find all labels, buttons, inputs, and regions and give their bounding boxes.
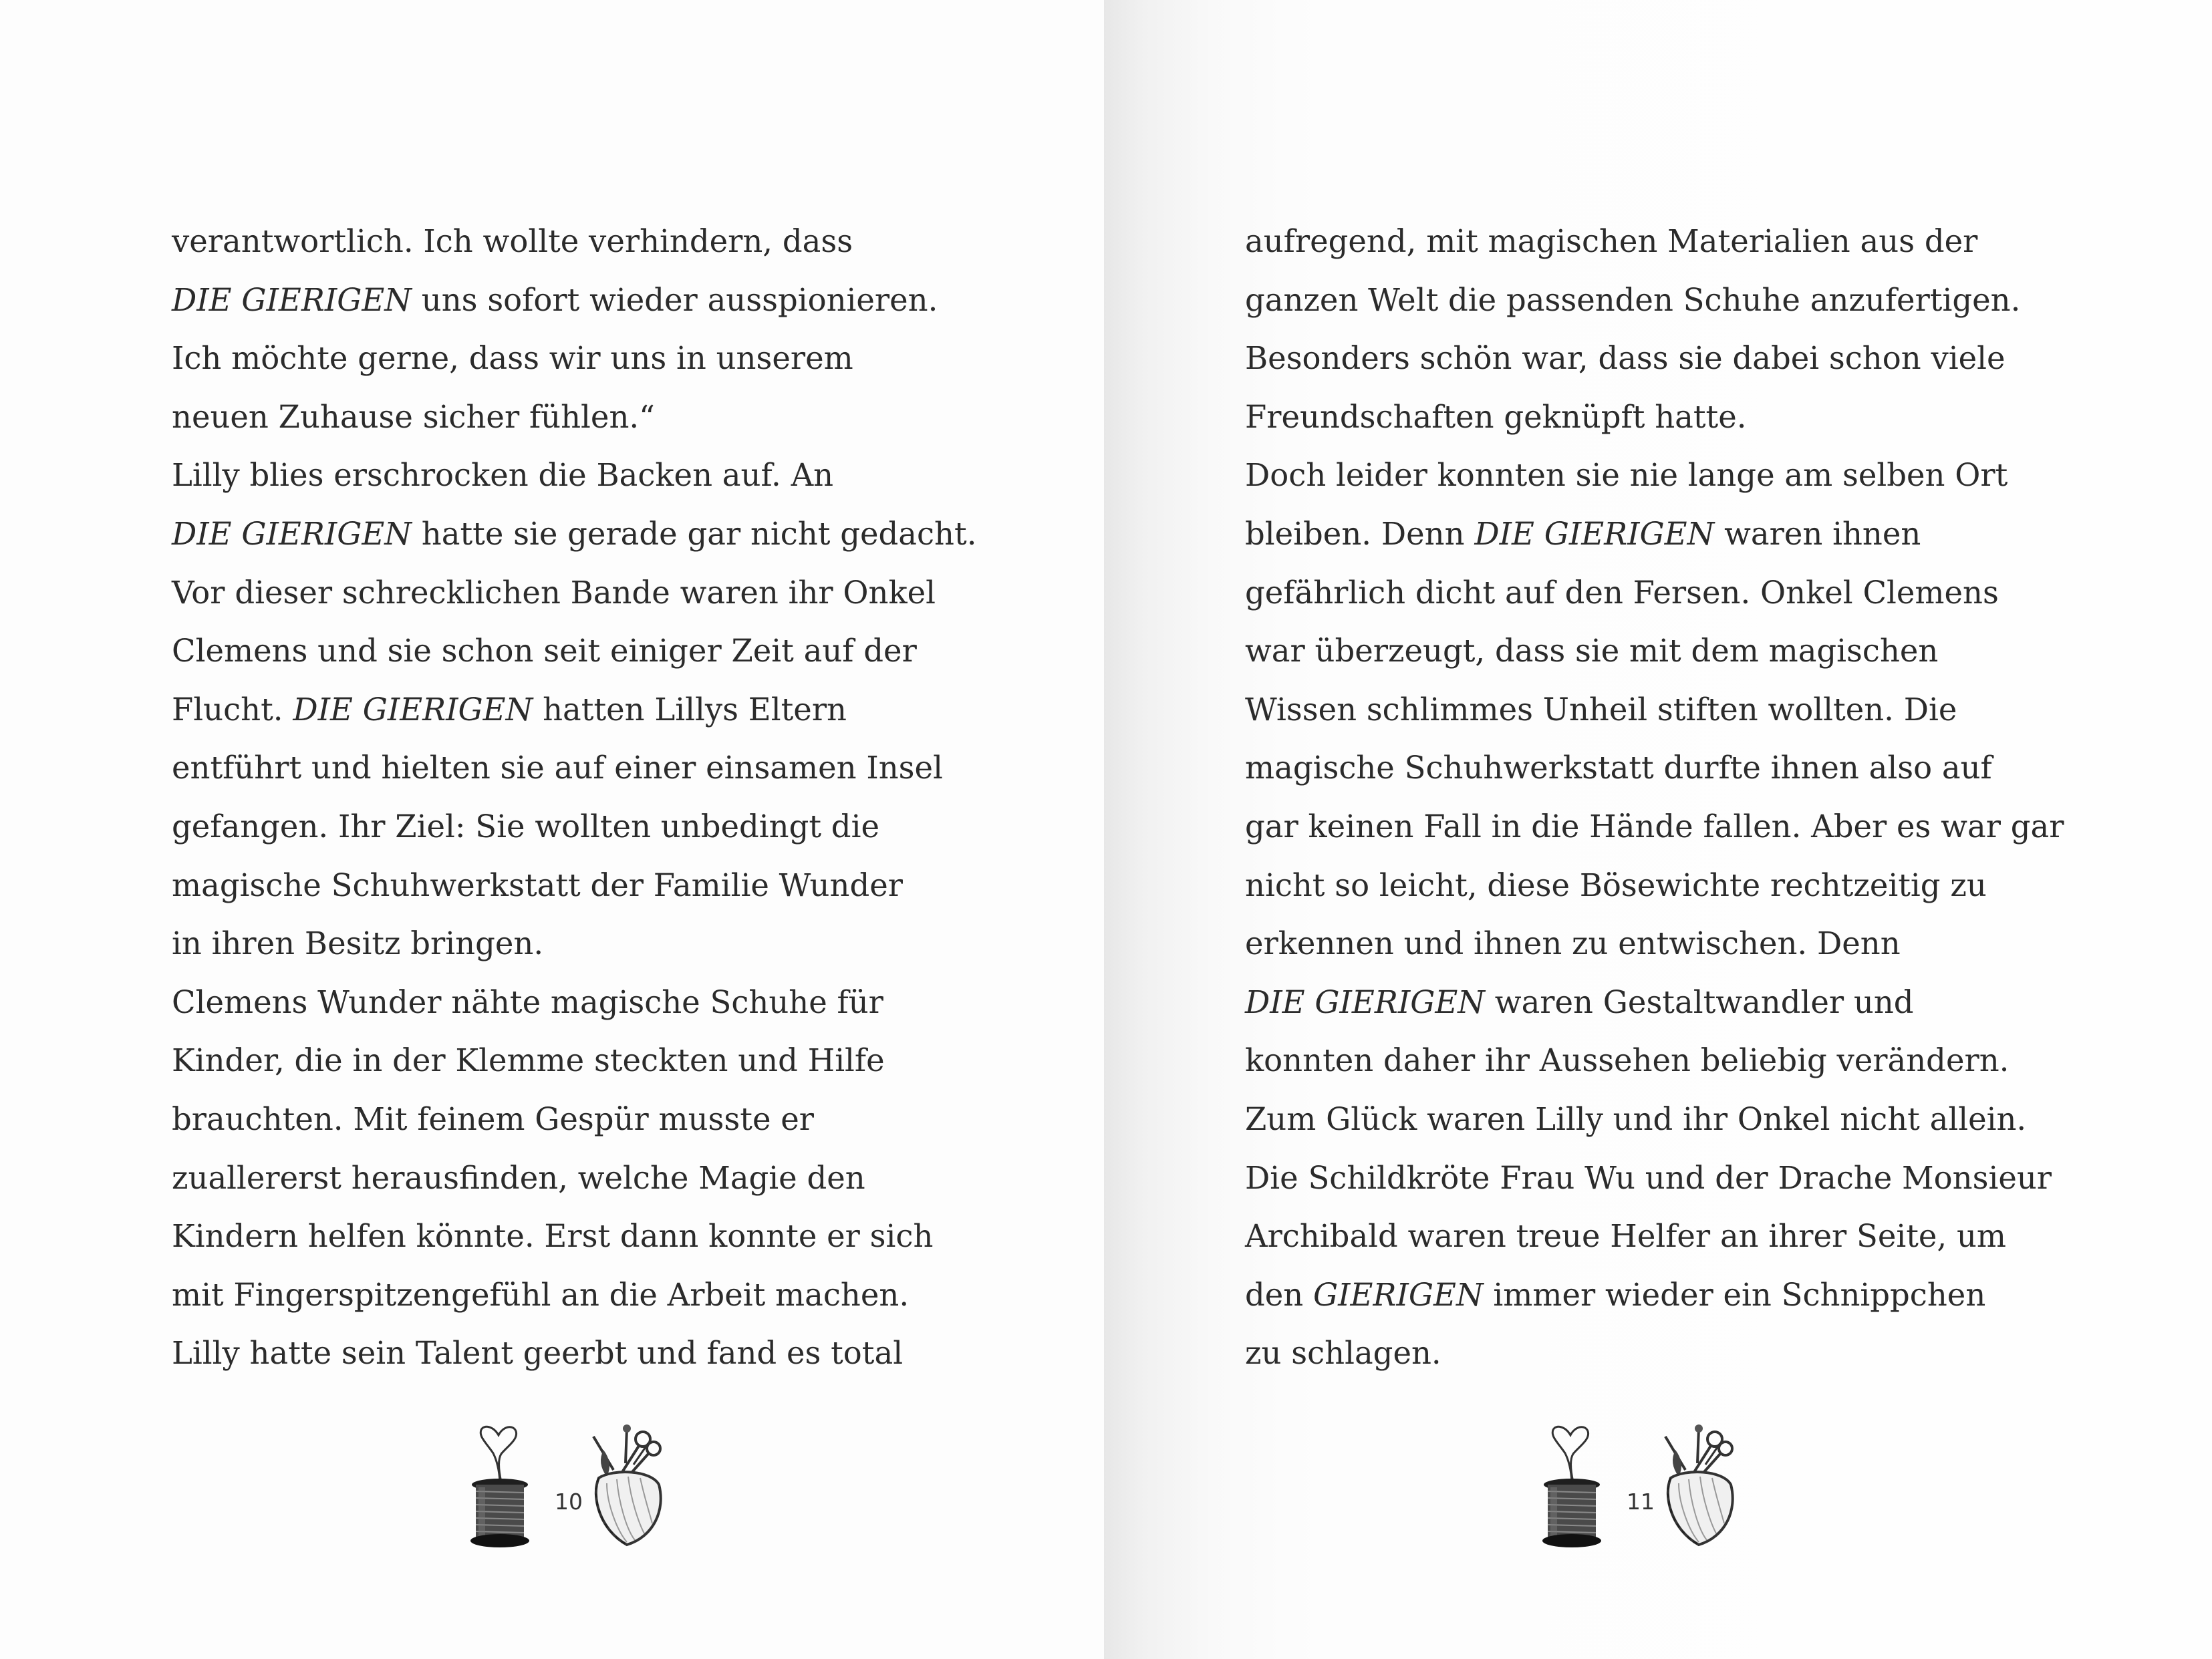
text-run: Kinder, die in der Klemme steckten und Hilfe (172, 1042, 885, 1079)
text-line (172, 1266, 976, 1325)
text-line (1245, 505, 2064, 564)
text-line (172, 857, 976, 915)
text-run: Lilly hatte sein Talent geerbt und fand es total (172, 1335, 904, 1372)
text-line (172, 388, 976, 447)
text-line (1245, 857, 2064, 915)
thread-spool-heart-icon (1538, 1423, 1605, 1550)
right-page-footer (1538, 1423, 1759, 1550)
text-run: entführt und hielten sie auf einer einsamen Insel (172, 750, 943, 786)
text-line (1245, 798, 2064, 857)
text-line (1245, 1207, 2064, 1266)
text-run: neuen Zuhause sicher fühlen.“ (172, 398, 655, 435)
text-run: in ihren Besitz bringen. (172, 925, 544, 962)
text-run: hatte sie gerade gar nicht gedacht. (412, 515, 977, 552)
thread-spool-heart-icon (466, 1423, 533, 1550)
left-page-footer (466, 1423, 687, 1550)
text-run: gar keinen Fall in die Hände fallen. Aber es war gar (1245, 808, 2064, 845)
text-run: erkennen und ihnen zu entwischen. Denn (1245, 925, 1901, 962)
text-run: Zum Glück waren Lilly und ihr Onkel nicht allein. (1245, 1100, 2027, 1137)
text-run: immer wieder ein Schnippchen (1483, 1276, 1986, 1313)
right-page-text (1245, 212, 2064, 1383)
text-run: waren Gestaltwandler und (1485, 984, 1914, 1020)
text-line (1245, 564, 2064, 623)
text-line (1245, 681, 2064, 740)
text-run: magische Schuhwerkstatt durfte ihnen also auf (1245, 750, 1992, 786)
text-run: waren ihnen (1714, 515, 1921, 552)
text-run: uns sofort wieder ausspionieren. (412, 281, 938, 318)
text-run: Freundschaften geknüpft hatte. (1245, 398, 1747, 435)
italic-text-run: DIE GIERIGEN (1474, 515, 1715, 552)
text-run: gefangen. Ihr Ziel: Sie wollten unbedingt die (172, 808, 879, 845)
text-run: ganzen Welt die passenden Schuhe anzufertigen. (1245, 281, 2021, 318)
text-run: Kindern helfen könnte. Erst dann konnte er sich (172, 1218, 934, 1255)
text-run: nicht so leicht, diese Bösewichte rechtzeitig zu (1245, 867, 1987, 903)
text-line (1245, 1149, 2064, 1208)
text-line (172, 212, 976, 271)
text-line (172, 973, 976, 1032)
text-line (172, 1032, 976, 1090)
italic-text-run: DIE GIERIGEN (172, 515, 412, 552)
text-run: aufregend, mit magischen Materialien aus der (1245, 223, 1978, 259)
page-number: 11 (1627, 1489, 1655, 1515)
text-run: Lilly blies erschrocken die Backen auf. An (172, 457, 834, 494)
text-line (1245, 1090, 2064, 1149)
text-run: Die Schildkröte Frau Wu und der Drache Monsieur (1245, 1159, 2052, 1196)
text-run: mit Fingerspitzengefühl an die Arbeit machen. (172, 1276, 910, 1313)
text-line (1245, 388, 2064, 447)
text-run: magische Schuhwerkstatt der Familie Wunder (172, 867, 903, 903)
left-page (0, 0, 1104, 1659)
text-run: den (1245, 1276, 1314, 1313)
text-line (1245, 1032, 2064, 1090)
text-line (172, 446, 976, 505)
text-run: zu schlagen. (1245, 1335, 1441, 1372)
text-line (172, 1207, 976, 1266)
italic-text-run: GIERIGEN (1313, 1276, 1484, 1313)
left-page-text (172, 212, 976, 1383)
text-run: zuallererst herausfinden, welche Magie den (172, 1159, 865, 1196)
text-line (172, 564, 976, 623)
text-run: Flucht. (172, 691, 293, 728)
text-run: konnten daher ihr Aussehen beliebig verändern. (1245, 1042, 2010, 1079)
text-line (172, 271, 976, 330)
italic-text-run: DIE GIERIGEN (1245, 984, 1485, 1020)
text-run: gefährlich dicht auf den Fersen. Onkel Clemens (1245, 574, 1999, 611)
text-line (1245, 915, 2064, 973)
text-run: Wissen schlimmes Unheil stiften wollten. Die (1245, 691, 1957, 728)
text-line (172, 739, 976, 798)
text-line (1245, 329, 2064, 388)
text-line (1245, 739, 2064, 798)
text-line (172, 915, 976, 973)
text-line (1245, 271, 2064, 330)
text-run: Clemens und sie schon seit einiger Zeit auf der (172, 633, 917, 669)
text-run: verantwortlich. Ich wollte verhindern, dass (172, 223, 853, 259)
text-run: Besonders schön war, dass sie dabei schon viele (1245, 340, 2006, 377)
text-line (1245, 212, 2064, 271)
text-line (1245, 1266, 2064, 1325)
text-run: Ich möchte gerne, dass wir uns in unserem (172, 340, 853, 377)
text-line (172, 622, 976, 681)
text-run: brauchten. Mit feinem Gespür musste er (172, 1100, 815, 1137)
text-run: bleiben. Denn (1245, 515, 1475, 552)
italic-text-run: DIE GIERIGEN (172, 281, 412, 318)
text-line (1245, 446, 2064, 505)
text-line (172, 681, 976, 740)
text-line (172, 798, 976, 857)
text-line (172, 1324, 976, 1383)
text-line (1245, 1324, 2064, 1383)
text-run: Archibald waren treue Helfer an ihrer Seite, um (1245, 1218, 2007, 1255)
text-line (172, 1090, 976, 1149)
text-line (172, 505, 976, 564)
text-line (1245, 622, 2064, 681)
text-line (172, 1149, 976, 1208)
text-line (1245, 973, 2064, 1032)
text-run: Vor dieser schrecklichen Bande waren ihr Onkel (172, 574, 936, 611)
text-run: hatten Lillys Eltern (533, 691, 847, 728)
text-run: Doch leider konnten sie nie lange am selben Ort (1245, 457, 2008, 494)
text-line (172, 329, 976, 388)
italic-text-run: DIE GIERIGEN (293, 691, 533, 728)
text-run: war überzeugt, dass sie mit dem magischen (1245, 633, 1939, 669)
pin-cushion-scissors-icon (1659, 1423, 1746, 1550)
right-page (1104, 0, 2212, 1659)
page-number: 10 (555, 1489, 583, 1515)
pin-cushion-scissors-icon (587, 1423, 674, 1550)
text-run: Clemens Wunder nähte magische Schuhe für (172, 984, 883, 1020)
